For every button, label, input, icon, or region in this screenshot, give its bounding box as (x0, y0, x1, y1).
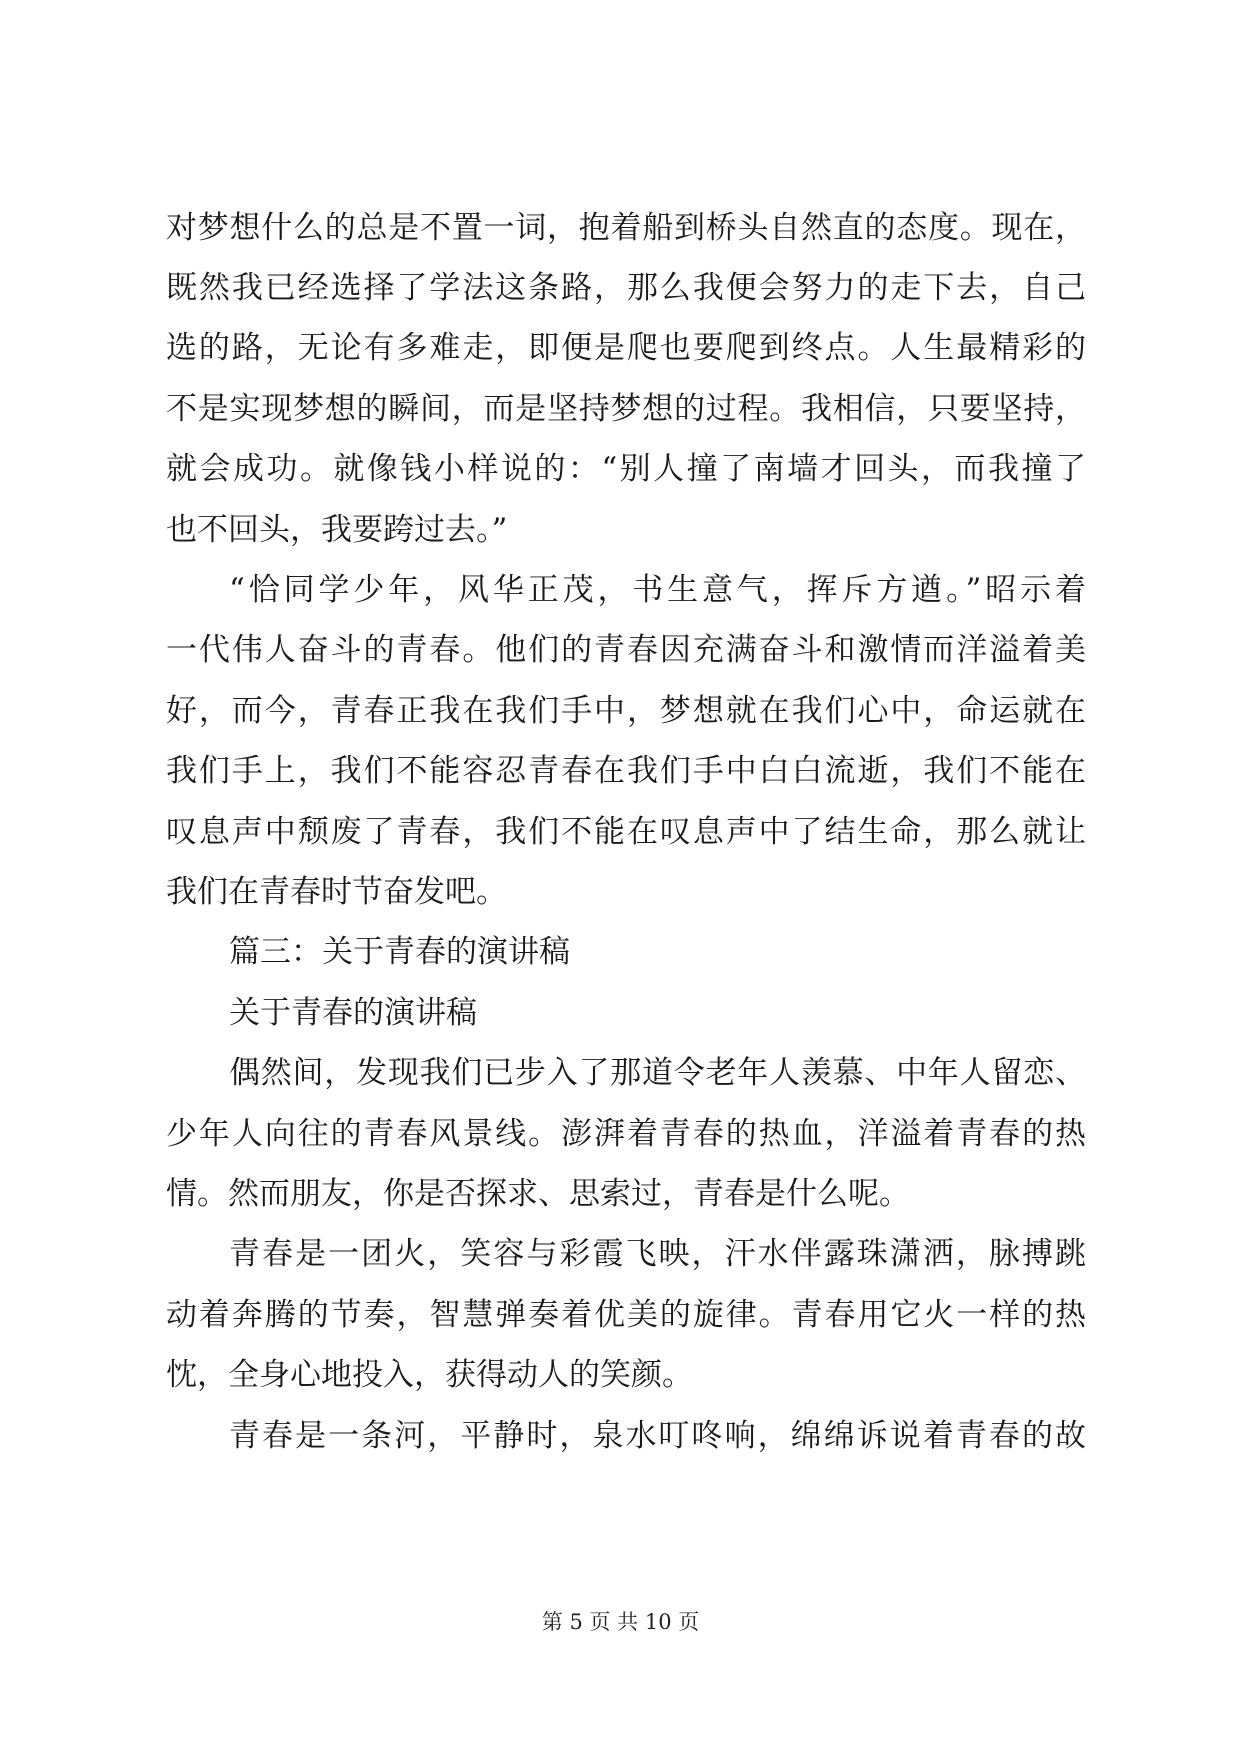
page-number-footer: 第 5 页 共 10 页 (541, 1610, 700, 1634)
text-line: 也不回头，我要跨过去。” (166, 512, 508, 548)
text-line: 不是实现梦想的瞬间，而是坚持梦想的过程。我相信，只要坚持， (166, 391, 1086, 427)
text-line: 我们在青春时节奋发吧。 (166, 874, 507, 910)
text-line: 叹息声中颓废了青春，我们不能在叹息声中了结生命，那么就让 (166, 814, 1086, 850)
section-heading: 篇三：关于青春的演讲稿 (229, 934, 570, 970)
text-line: 动着奔腾的节奏，智慧弹奏着优美的旋律。青春用它火一样的热 (166, 1297, 1086, 1333)
text-line: 我们手上，我们不能容忍青春在我们手中白白流逝，我们不能在 (166, 753, 1086, 789)
text-line: 忱，全身心地投入，获得动人的笑颜。 (166, 1357, 693, 1393)
paragraph-first-line: “恰同学少年，风华正茂，书生意气，挥斥方遒。”昭示着 (229, 572, 1086, 608)
paragraph-first-line: 偶然间，发现我们已步入了那道令老年人羡慕、中年人留恋、 (229, 1055, 1086, 1091)
text-line: 对梦想什么的总是不置一词，抱着船到桥头自然直的态度。现在， (166, 210, 1086, 246)
paragraph-first-line: 青春是一条河，平静时，泉水叮咚响，绵绵诉说着青春的故 (229, 1418, 1086, 1454)
text-line: 选的路，无论有多难走，即便是爬也要爬到终点。人生最精彩的 (166, 330, 1086, 366)
text-line: 一代伟人奋斗的青春。他们的青春因充满奋斗和激情而洋溢着美 (166, 632, 1086, 668)
section-subtitle: 关于青春的演讲稿 (229, 995, 477, 1031)
text-line: 好，而今，青春正我在我们手中，梦想就在我们心中，命运就在 (166, 693, 1086, 729)
paragraph-first-line: 青春是一团火，笑容与彩霞飞映，汗水伴露珠潇洒，脉搏跳 (229, 1236, 1086, 1272)
text-line: 少年人向往的青春风景线。澎湃着青春的热血，洋溢着青春的热 (166, 1116, 1086, 1152)
text-line: 情。然而朋友，你是否探求、思索过，青春是什么呢。 (166, 1176, 910, 1212)
text-line: 既然我已经选择了学法这条路，那么我便会努力的走下去，自己 (166, 270, 1086, 306)
text-line: 就会成功。就像钱小样说的：“别人撞了南墙才回头，而我撞了 (166, 451, 1086, 487)
